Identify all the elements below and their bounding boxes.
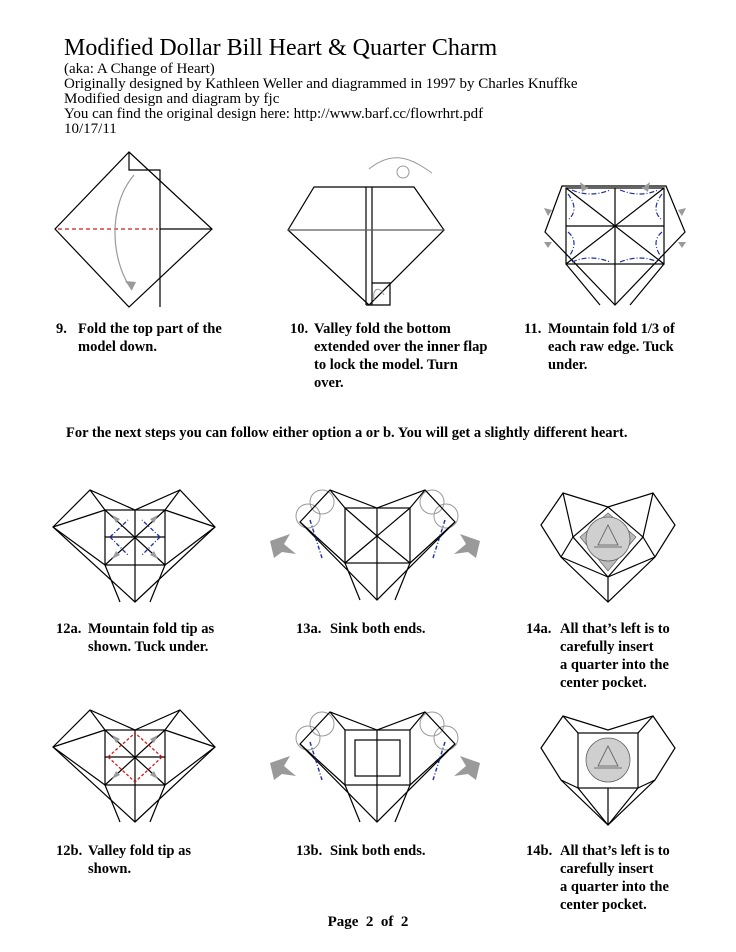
step-11-caption: 11. Mountain fold 1/3 of each raw edge. Tuck under. — [524, 321, 675, 373]
step-10-diagram — [284, 155, 454, 310]
step-9-caption: 9. Fold the top part of the model down. — [56, 321, 222, 355]
step-9-diagram — [52, 150, 222, 310]
step-14b-diagram — [538, 708, 678, 828]
step-12b-caption: 12b. Valley fold tip as shown. — [56, 843, 191, 877]
source-line: You can find the original design here: http://www.barf.cc/flowrhrt.pdf — [64, 106, 484, 122]
step-12b-diagram — [50, 705, 220, 825]
page-number: Page 2 of 2 — [327, 914, 409, 930]
step-12a-diagram — [50, 485, 220, 605]
step-14a-diagram — [538, 485, 678, 605]
date-line: 10/17/11 — [64, 121, 117, 137]
step-14a-caption: 14a. All that’s left is to carefully insert a quarter into the center pocket. — [526, 621, 670, 691]
step-12a-caption: 12a. Mountain fold tip as shown. Tuck under. — [56, 621, 215, 655]
step-13b-diagram — [270, 700, 480, 830]
step-13a-caption: 13a. Sink both ends. — [296, 621, 426, 637]
document-title: Modified Dollar Bill Heart & Quarter Charm — [64, 35, 498, 61]
step-14b-caption: 14b. All that’s left is to carefully insert a quarter into the center pocket. — [526, 843, 670, 913]
step-13b-caption: 13b. Sink both ends. — [296, 843, 426, 859]
modified-by-line: Modified design and diagram by fjc — [64, 91, 280, 107]
step-13a-diagram — [270, 478, 480, 608]
step-11-diagram — [540, 180, 690, 310]
credit-line: Originally designed by Kathleen Weller and diagrammed in 1997 by Charles Knuffke — [64, 76, 578, 92]
options-note: For the next steps you can follow either option a or b. You will get a slightly different heart. — [66, 425, 628, 441]
aka-line: (aka: A Change of Heart) — [64, 61, 215, 77]
document-header — [64, 34, 724, 137]
step-10-caption: 10. Valley fold the bottom extended over the inner flap to lock the model. Turn over. — [290, 321, 488, 391]
